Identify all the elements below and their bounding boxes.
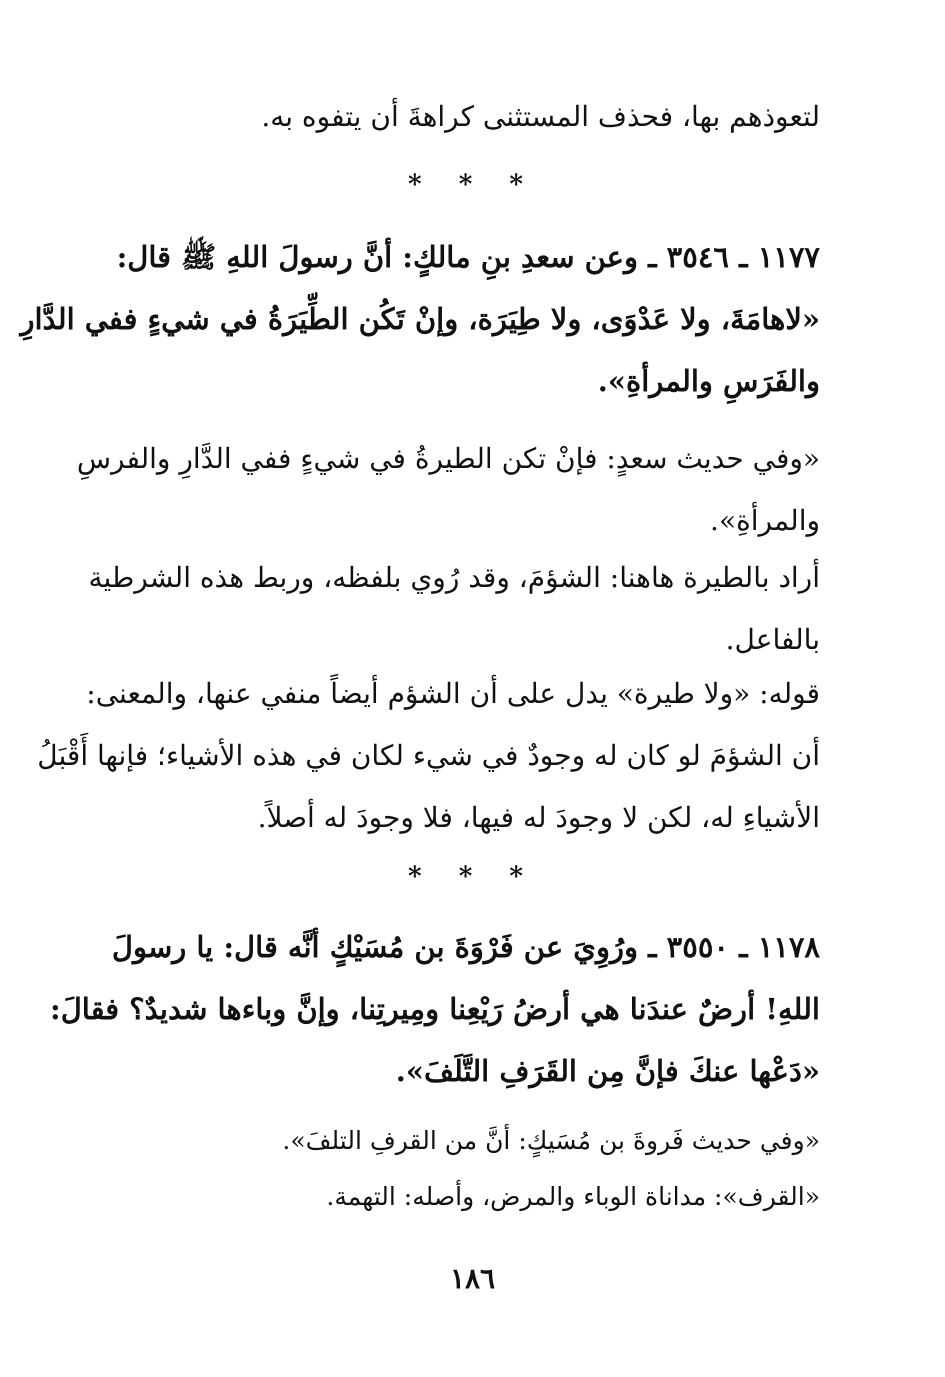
text-line: لتعوذهم بها، فحذف المستثنى كراهةَ أن يتفوه به.	[261, 100, 820, 133]
hadith-1178	[50, 916, 820, 1102]
text-line: اللهِ! أرضٌ عندَنا هي أرضُ رَيْعِنا ومِيرتِنا، وإنَّ وباءها شديدٌ؟ فقالَ:	[50, 992, 820, 1026]
hadith-1177	[20, 226, 820, 412]
intro-paragraph	[120, 86, 820, 148]
text-line: الأشياءِ له، لكن لا وجودَ له فيها، فلا وجودَ له أصلاً.	[257, 801, 820, 834]
text-line: والمرأةِ».	[710, 504, 820, 537]
text-line: «وفي حديث فَروةَ بن مُسَيكٍ: أنَّ من القرفِ التلفَ».	[282, 1126, 820, 1155]
commentary-paragraph	[37, 663, 820, 849]
section-separator: * * *	[408, 862, 537, 892]
commentary-paragraph	[76, 428, 820, 552]
footnote-block	[240, 1113, 820, 1225]
text-line: «وفي حديث سعدٍ: فإنْ تكن الطيرةُ في شيءٍ ففي الدَّارِ والفرسِ	[76, 442, 820, 475]
text-line: ١١٧٨ ـ ٣٥٥٠ ـ ورُوِيَ عن فَرْوَةَ بن مُسَيْكٍ أنَّه قال: يا رسولَ	[111, 930, 820, 964]
text-line: قوله: «ولا طيرة» يدل على أن الشؤم أيضاً منفي عنها، والمعنى:	[86, 677, 820, 710]
text-line: «لاهامَةَ، ولا عَدْوَى، ولا طِيَرَة، وإنْ تَكُن الطِّيَرَةُ في شيءٍ ففي الدَّارِ	[20, 302, 820, 336]
commentary-paragraph	[88, 547, 820, 671]
text-line: «دَعْها عنكَ فإنَّ مِن القَرَفِ التَّلَفَ».	[395, 1054, 820, 1088]
text-line: أراد بالطيرة هاهنا: الشؤمَ، وقد رُوي بلفظه، وربط هذه الشرطية	[88, 561, 820, 594]
text-line: بالفاعل.	[725, 623, 820, 656]
text-line: ١١٧٧ ـ ٣٥٤٦ ـ وعن سعدِ بنِ مالكٍ: أنَّ رسولَ اللهِ ﷺ قال:	[116, 240, 820, 274]
text-line: أن الشؤمَ لو كان له وجودٌ في شيء لكان في هذه الأشياء؛ فإنها أَقْبَلُ	[37, 739, 820, 772]
section-separator: * * *	[408, 170, 537, 200]
text-line: «القرف»: مداناة الوباء والمرض، وأصله: التهمة.	[326, 1182, 820, 1211]
text-line: والفَرَسِ والمرأةِ».	[597, 364, 820, 398]
page-number: ١٨٦	[449, 1262, 496, 1295]
